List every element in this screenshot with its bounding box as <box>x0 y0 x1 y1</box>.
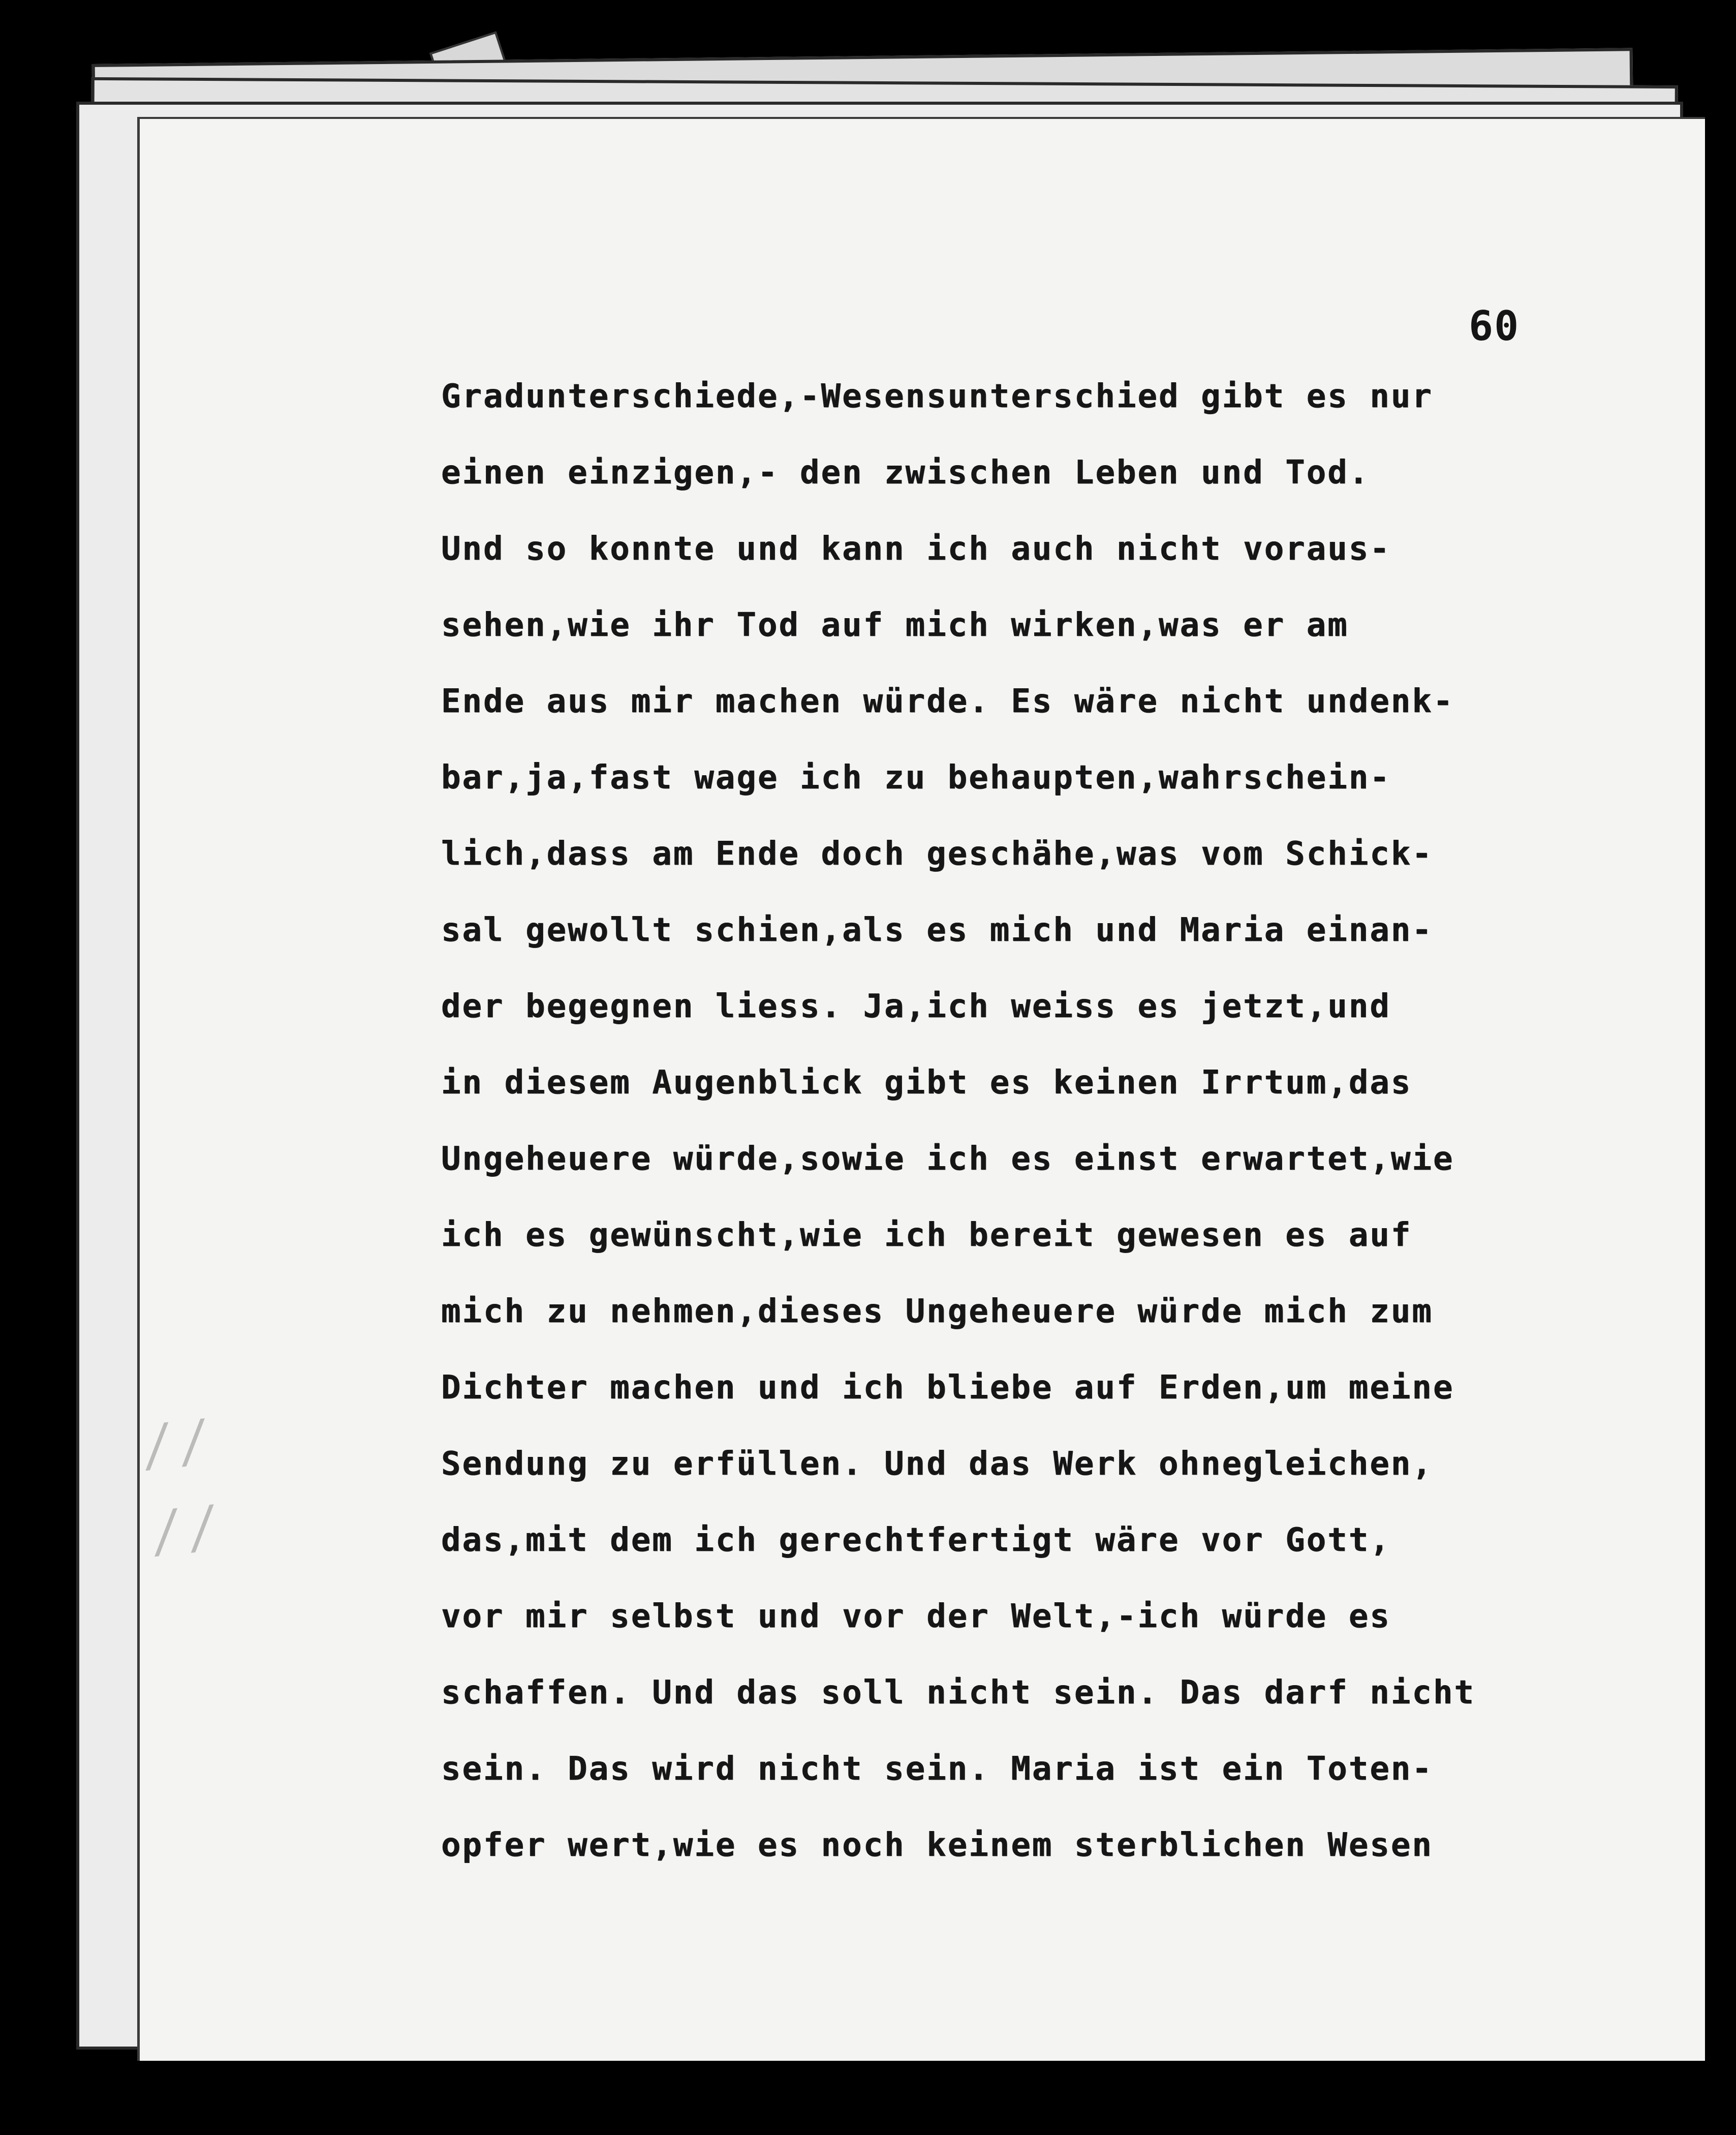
text-line: bar,ja,fast wage ich zu behaupten,wahrschein- <box>441 759 1391 797</box>
text-line: Sendung zu erfüllen. Und das Werk ohnegleichen, <box>441 1445 1433 1483</box>
page-number: 60 <box>1469 302 1520 350</box>
text-line: das,mit dem ich gerechtfertigt wäre vor Gott, <box>441 1521 1391 1559</box>
margin-pencil-marks: / / / / <box>144 1408 215 1565</box>
text-line: mich zu nehmen,dieses Ungeheuere würde mich zum <box>441 1293 1433 1330</box>
text-line: sal gewollt schien,als es mich und Maria einan- <box>441 911 1433 949</box>
text-line: einen einzigen,- den zwischen Leben und Tod. <box>441 454 1370 492</box>
text-line: sehen,wie ihr Tod auf mich wirken,was er am <box>441 606 1349 644</box>
text-line: sein. Das wird nicht sein. Maria ist ein Toten- <box>441 1750 1433 1788</box>
text-line: Dichter machen und ich bliebe auf Erden,um meine <box>441 1369 1454 1407</box>
text-line: opfer wert,wie es noch keinem sterblichen Wesen <box>441 1826 1433 1864</box>
text-line: schaffen. Und das soll nicht sein. Das darf nicht <box>441 1674 1476 1712</box>
text-line: Ungeheuere würde,sowie ich es einst erwartet,wie <box>441 1140 1454 1178</box>
text-line: lich,dass am Ende doch geschähe,was vom Schick- <box>441 835 1433 873</box>
text-line: ich es gewünscht,wie ich bereit gewesen es auf <box>441 1216 1412 1254</box>
text-line: Ende aus mir machen würde. Es wäre nicht undenk- <box>441 683 1454 720</box>
text-line: der begegnen liess. Ja,ich weiss es jetzt,und <box>441 988 1391 1025</box>
text-line: in diesem Augenblick gibt es keinen Irrtum,das <box>441 1064 1412 1102</box>
text-line: Gradunterschiede,-Wesensunterschied gibt es nur <box>441 378 1433 415</box>
typed-text-body <box>441 358 1559 1883</box>
text-line: Und so konnte und kann ich auch nicht voraus- <box>441 530 1391 568</box>
text-line: vor mir selbst und vor der Welt,-ich würde es <box>441 1598 1391 1635</box>
